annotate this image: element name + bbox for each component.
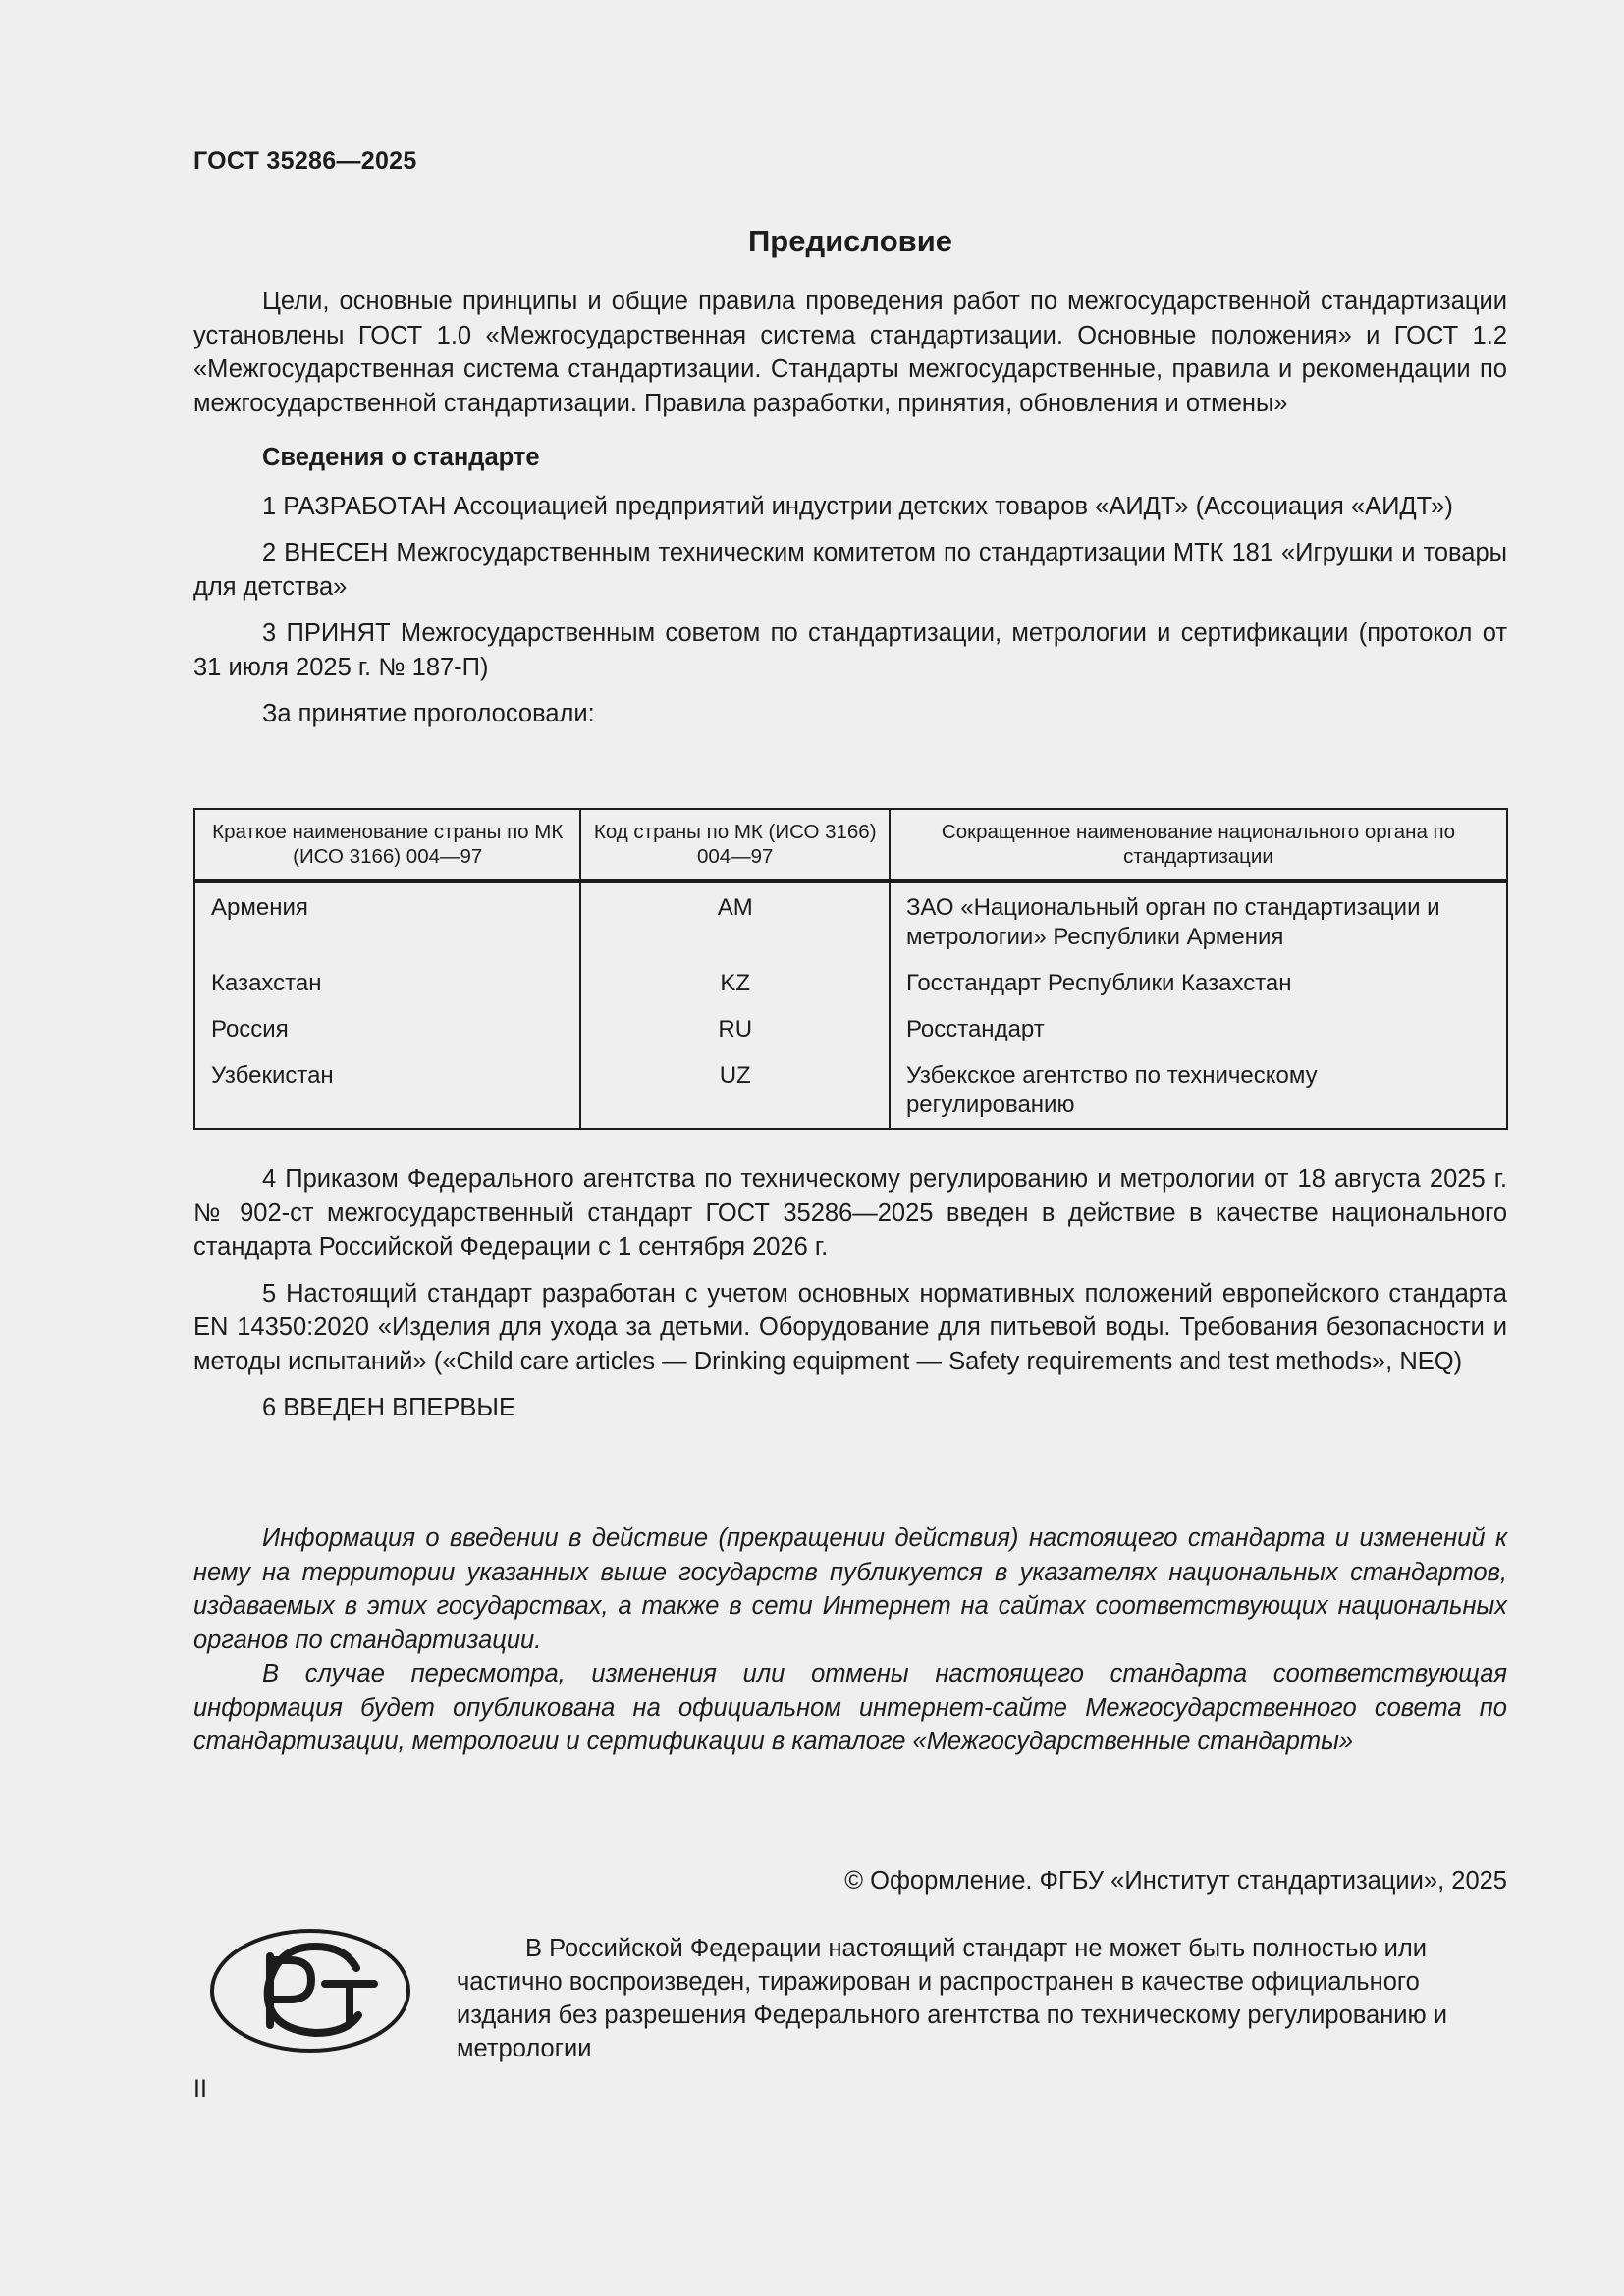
header-code: Код страны по МК (ИСО 3166) 004—97: [580, 809, 889, 881]
items-after-table: [193, 1162, 1507, 1425]
info-block: [193, 1522, 1507, 1759]
notice-text: В Российской Федерации настоящий стандарт не может быть полностью или частично воспроизведен, тиражирован и распространен в качестве официального издания без разрешения Федерального агентства по техническому регулированию и метрологии: [457, 1935, 1447, 2062]
table-row: [194, 881, 1507, 967]
code-cell: RU: [580, 1012, 889, 1058]
table-row: [194, 1012, 1507, 1058]
preface-body: [193, 285, 1507, 731]
header-body: Сокращенное наименование национального органа по стандартизации: [890, 809, 1507, 881]
country-cell: Армения: [194, 881, 580, 967]
intro-paragraph: Цели, основные принципы и общие правила проведения работ по межгосударственной стандартизации установлены ГОСТ 1.0 «Межгосударственная система стандартизации. Основные положения» и ГОСТ 1.2 «Межгосударственная система стандартизации. Стандарты межгосударственные, правила и рекомендации по межгосударственной стандартизации. Правила разработки, принятия, обновления и отмены»: [193, 288, 1507, 417]
header-country: Краткое наименование страны по МК (ИСО 3166) 004—97: [194, 809, 580, 881]
item-developed: 1 РАЗРАБОТАН Ассоциацией предприятий индустрии детских товаров «АИДТ» (Ассоциация «АИДТ»): [262, 492, 1453, 520]
info-paragraph-1: Информация о введении в действие (прекращении действия) настоящего стандарта и изменений к нему на территории указанных выше государств публикуется в указателях национальных стандартов, издаваемых в этих государствах, а также в сети Интернет на сайтах соответствующих национальных органов по стандартизации.: [193, 1524, 1507, 1654]
copyright: © Оформление. ФГБУ «Институт стандартизации», 2025: [844, 1867, 1507, 1895]
info-paragraph-2: В случае пересмотра, изменения или отмены настоящего стандарта соответствующая информация будет опубликована на официальном интернет-сайте Межгосударственного совета по стандартизации, метрологии и сертификации в каталоге «Межгосударственные стандарты»: [193, 1660, 1507, 1755]
code-cell: UZ: [580, 1058, 889, 1129]
table-row: [194, 966, 1507, 1012]
country-cell: Казахстан: [194, 966, 580, 1012]
vote-table: [193, 808, 1508, 1130]
reproduction-notice: [457, 1932, 1507, 2065]
country-cell: Узбекистан: [194, 1058, 580, 1129]
table-row: [194, 1058, 1507, 1129]
rst-certification-mark-icon: [209, 1927, 411, 2055]
body-cell: Узбекское агентство по техническому регулированию: [890, 1058, 1507, 1129]
page-number: II: [193, 2075, 207, 2103]
item-enacted: 4 Приказом Федерального агентства по техническому регулированию и метрологии от 18 августа 2025 г. № 902-ст межгосударственный стандарт ГОСТ 35286—2025 введен в действие в качестве национального стандарта Российской Федерации с 1 сентября 2026 г.: [193, 1165, 1507, 1260]
body-cell: ЗАО «Национальный орган по стандартизации и метрологии» Республики Армения: [890, 881, 1507, 967]
table-header-row: [194, 809, 1507, 881]
country-cell: Россия: [194, 1012, 580, 1058]
code-cell: KZ: [580, 966, 889, 1012]
body-cell: Росстандарт: [890, 1012, 1507, 1058]
preface-title: Предисловие: [747, 224, 952, 258]
vote-intro: За принятие проголосовали:: [262, 700, 595, 727]
standard-info-subheading: Сведения о стандарте: [262, 444, 540, 471]
code-cell: AM: [580, 881, 889, 967]
item-first-introduced: 6 ВВЕДЕН ВПЕРВЫЕ: [262, 1394, 516, 1421]
document-code: ГОСТ 35286—2025: [193, 147, 417, 175]
item-adopted: 3 ПРИНЯТ Межгосударственным советом по стандартизации, метрологии и сертификации (протокол от 31 июля 2025 г. № 187-П): [193, 619, 1507, 681]
body-cell: Госстандарт Республики Казахстан: [890, 966, 1507, 1012]
item-based-on: 5 Настоящий стандарт разработан с учетом основных нормативных положений европейского стандарта EN 14350:2020 «Изделия для ухода за детьми. Оборудование для питьевой воды. Требования безопасности и методы испытаний» («Child care articles — Drinking equipment — Safety requirements and test methods», NEQ): [193, 1279, 1507, 1375]
item-submitted: 2 ВНЕСЕН Межгосударственным техническим комитетом по стандартизации МТК 181 «Игрушки и товары для детства»: [193, 539, 1507, 601]
